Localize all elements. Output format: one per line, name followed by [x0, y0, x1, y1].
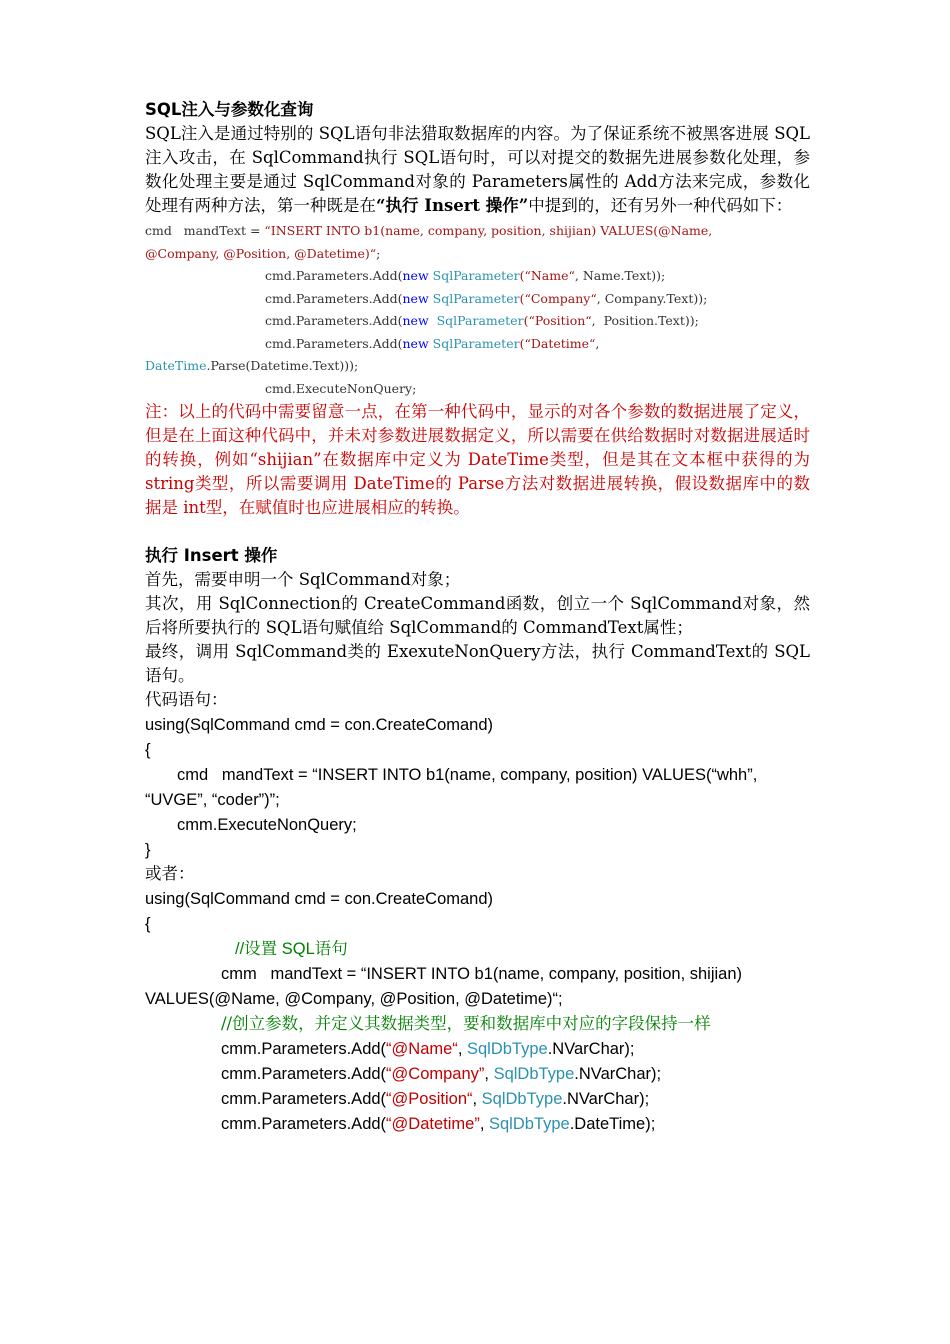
- code1-datetime: DateTime: [145, 358, 207, 373]
- code2-line1: using(SqlCommand cmd = con.CreateComand): [145, 716, 494, 734]
- intro-bold-ref: “执行 Insert 操作”: [376, 196, 529, 215]
- code3-dbtype: SqlDbType: [466, 1040, 548, 1058]
- code1-p2b: (“Company“: [519, 290, 597, 306]
- code3-pn1: “@Name“: [386, 1040, 458, 1058]
- code1-new: new: [402, 313, 429, 328]
- doc-title: SQL注入与参数化查询: [145, 100, 314, 119]
- spacer: [145, 520, 810, 544]
- code1-param-2: [145, 288, 810, 311]
- code1-new: new: [402, 290, 429, 306]
- code3-param-1: [145, 1037, 810, 1061]
- code1-new: new: [402, 335, 429, 351]
- code3-add: cmm.Parameters.Add(: [221, 1065, 387, 1083]
- code3-dbtype: SqlDbType: [481, 1090, 563, 1108]
- code3-comma: ,: [457, 1040, 467, 1058]
- note-paragraph: 注：以上的代码中需要留意一点，在第一种代码中，显示的对各个参数的数据进展了定义，但是在上面这种代码中，并未对参数进展数据定义，所以需要在供给数据时对数据进展适时的转换，例如“shijian”在数据库中定义为 DateTime类型，但是其在文本框中获得的为 string类型，所以需要调用 DateTime的 Parse方法对数据进展转换，假设数据库中的数据是 int型，在赋值时也应进展相应的转换。: [145, 402, 810, 517]
- code1-p1c: , Name.Text));: [574, 268, 666, 283]
- code1-add: cmd.Parameters.Add(: [265, 268, 403, 283]
- section2-step2: 其次，用 SqlConnection的 CreateCommand函数，创立一个 SqlCommand对象，然后将所要执行的 SQL语句赋值给 SqlCommand的 CommandText属性；: [145, 594, 810, 637]
- code1-param-4-cont: [145, 355, 810, 378]
- section2-step1: 首先，需要申明一个 SqlCommand对象；: [145, 570, 461, 589]
- code-block-1: [145, 220, 810, 400]
- code3-line4: cmm mandText = “INSERT INTO b1(name, company, position, shijian): [221, 965, 743, 983]
- code3-comma: ,: [484, 1065, 494, 1083]
- code1-add: cmd.Parameters.Add(: [265, 335, 403, 351]
- code3-param-3: [145, 1087, 810, 1111]
- section2-step3: 最终，调用 SqlCommand类的 ExexuteNonQuery方法，执行 CommandText的 SQL语句。: [145, 642, 810, 685]
- code3-dbtype: SqlDbType: [493, 1065, 575, 1083]
- code3-type: .NVarChar);: [547, 1040, 635, 1058]
- code1-l2end: ;: [376, 245, 381, 261]
- code3-add: cmm.Parameters.Add(: [221, 1115, 387, 1133]
- section2-heading: 执行 Insert 操作: [145, 546, 278, 565]
- code3-line1: using(SqlCommand cmd = con.CreateComand): [145, 890, 494, 908]
- code3-comment-2: //创立参数，并定义其数据类型，要和数据库中对应的字段保持一样: [221, 1014, 711, 1033]
- code2-line5: cmm.ExecuteNonQuery;: [177, 816, 357, 834]
- code3-param-2: [145, 1062, 810, 1086]
- code3-dbtype: SqlDbType: [488, 1115, 570, 1133]
- code1-param-3: [145, 310, 810, 333]
- intro-text-a: SQL注入是通过特别的 SQL语句非法猎取数据库的内容。为了保证系统不被黑客进展 SQL注入攻击，在 SqlCommand执行 SQL语句时，可以对提交的数据先进展参数化处理，参数化处理主要是通过 SqlCommand对象的 Parameters属性的 Add方法来完成，参数化处理有两种方法，第一种既是在: [145, 124, 810, 215]
- code3-comma: ,: [479, 1115, 489, 1133]
- code3-comma: ,: [472, 1090, 482, 1108]
- code1-p1b: (“Name“: [519, 268, 575, 283]
- code1-exec: cmd.ExecuteNonQuery;: [265, 380, 417, 396]
- code1-sqlparam: SqlParameter: [432, 335, 520, 351]
- intro-paragraph: [145, 122, 810, 218]
- code3-param-4: [145, 1112, 810, 1136]
- code1-sqlparam: SqlParameter: [432, 268, 520, 283]
- code2-line3: cmd mandText = “INSERT INTO b1(name, company, position) VALUES(“whh”,: [177, 766, 758, 784]
- code1-sqlparam: SqlParameter: [432, 290, 520, 306]
- code1-line2: [145, 243, 810, 266]
- code2-line4: “UVGE”, “coder”)”;: [145, 791, 280, 809]
- code1-line1: [145, 220, 810, 243]
- code3-add: cmm.Parameters.Add(: [221, 1090, 387, 1108]
- intro-text-b: 中提到的，还有另外一种代码如下：: [528, 196, 793, 215]
- code1-l1b: “INSERT INTO b1(name, company, position, shijian) VALUES(@Name,: [264, 223, 713, 238]
- code3-pn4: “@Datetime”: [386, 1115, 480, 1133]
- code2-close-brace: }: [145, 841, 151, 859]
- code3-pn2: “@Company”: [386, 1065, 485, 1083]
- code3-type: .NVarChar);: [562, 1090, 650, 1108]
- code3-add: cmm.Parameters.Add(: [221, 1040, 387, 1058]
- code1-param-1: [145, 265, 810, 288]
- section2-code-label: 代码语句：: [145, 690, 228, 709]
- code3-type: .DateTime);: [569, 1115, 656, 1133]
- code1-p3b: (“Position“: [523, 313, 592, 328]
- code1-p4c: ,: [595, 335, 600, 351]
- code1-param-4: [145, 333, 810, 356]
- code3-pn3: “@Position“: [386, 1090, 473, 1108]
- code3-comment-1: //设置 SQL语句: [235, 940, 348, 958]
- code1-p3c: , Position.Text));: [591, 313, 699, 328]
- code1-parse: .Parse(Datetime.Text)));: [206, 358, 359, 373]
- code1-p4b: (“Datetime“: [519, 335, 596, 351]
- code1-l2: @Company, @Position, @Datetime)“: [145, 245, 377, 261]
- code1-add: cmd.Parameters.Add(: [265, 290, 403, 306]
- code3-line5: VALUES(@Name, @Company, @Position, @Datetime)“;: [145, 990, 563, 1008]
- code1-p2c: , Company.Text));: [596, 290, 708, 306]
- code3-open-brace: {: [145, 915, 151, 933]
- code1-new: new: [402, 268, 429, 283]
- code1-sqlparam: SqlParameter: [436, 313, 524, 328]
- document-page: [145, 98, 810, 1136]
- code1-add: cmd.Parameters.Add(: [265, 313, 403, 328]
- or-label: 或者：: [145, 864, 195, 883]
- code2-open-brace: {: [145, 741, 151, 759]
- code3-type: .NVarChar);: [574, 1065, 662, 1083]
- code1-l1a: cmd mandText =: [145, 223, 265, 238]
